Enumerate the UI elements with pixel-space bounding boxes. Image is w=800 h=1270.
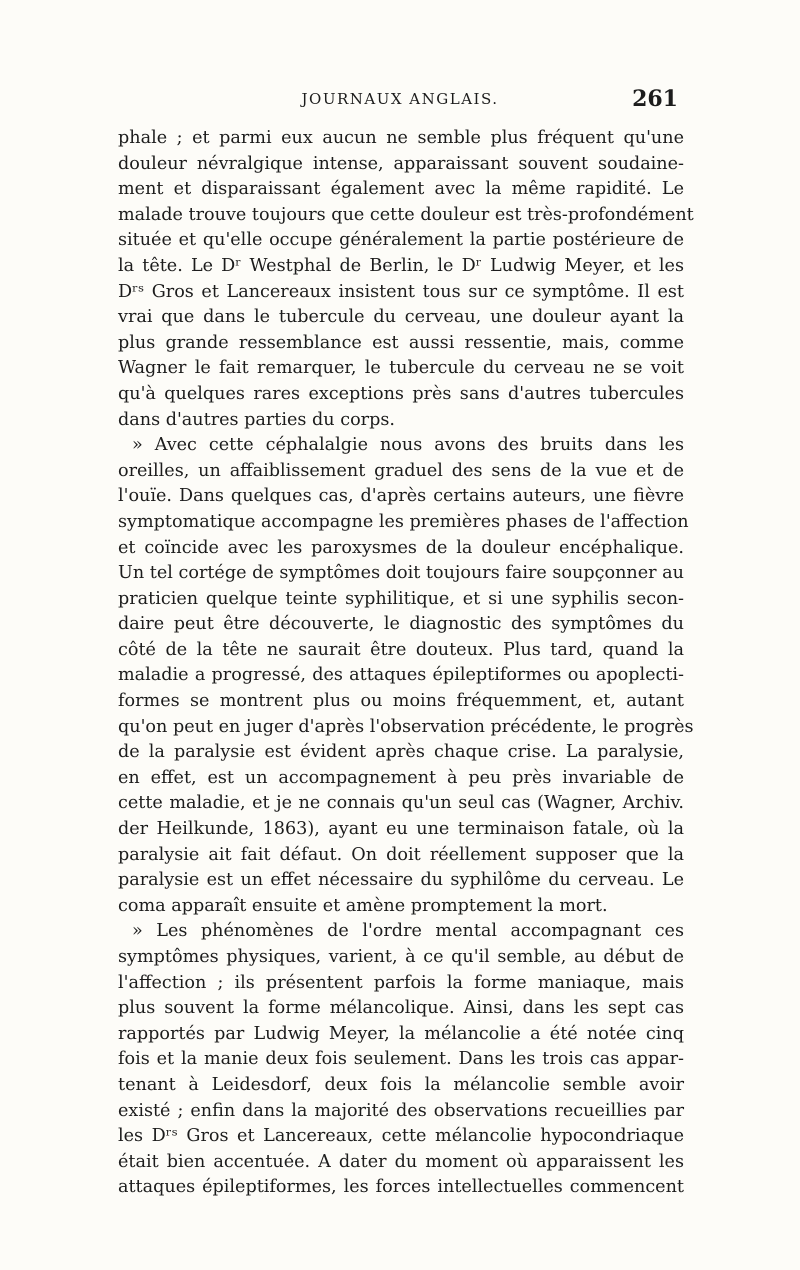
text-line: côté de la tête ne saurait être douteux. Plus tard, quand la <box>118 639 684 660</box>
text-line: der Heilkunde, 1863), ayant eu une terminaison fatale, où la <box>118 819 684 840</box>
text-line: ment et disparaissant également avec la même rapidité. Le <box>118 179 684 200</box>
text-line: maladie a progressé, des attaques épileptiformes ou apoplecti- <box>118 665 684 686</box>
text-line: existé ; enfin dans la majorité des observations recueillies par <box>118 1100 684 1121</box>
text-line: et coïncide avec les paroxysmes de la douleur encéphalique. <box>118 537 684 558</box>
text-line: était bien accentuée. A dater du moment où apparaissent les <box>118 1151 684 1172</box>
text-line: Un tel cortége de symptômes doit toujours faire soupçonner au <box>118 563 684 584</box>
text-line: l'affection ; ils présentent parfois la forme maniaque, mais <box>118 972 684 993</box>
text-line: l'ouïe. Dans quelques cas, d'après certains auteurs, une fièvre <box>118 486 684 507</box>
text-line: oreilles, un affaiblissement graduel des sens de la vue et de <box>118 460 684 481</box>
text-line: » Avec cette céphalalgie nous avons des bruits dans les <box>132 435 684 456</box>
text-line: plus grande ressemblance est aussi ressentie, mais, comme <box>118 332 684 353</box>
running-head: JOURNAUX ANGLAIS. <box>301 90 499 108</box>
text-line: praticien quelque teinte syphilitique, et si une syphilis secon- <box>118 588 684 609</box>
text-line: paralysie est un effet nécessaire du syphilôme du cerveau. Le <box>118 870 684 891</box>
text-line: dans d'autres parties du corps. <box>118 409 395 430</box>
text-line: symptomatique accompagne les premières phases de l'affection <box>118 511 689 532</box>
text-line: vrai que dans le tubercule du cerveau, une douleur ayant la <box>118 307 684 328</box>
text-line: qu'à quelques rares exceptions près sans d'autres tubercules <box>118 383 684 404</box>
text-line: daire peut être découverte, le diagnostic des symptômes du <box>118 614 684 635</box>
text-line: qu'on peut en juger d'après l'observation précédente, le progrès <box>118 716 694 737</box>
text-line: formes se montrent plus ou moins fréquemment, et, autant <box>118 691 684 712</box>
text-line: plus souvent la forme mélancolique. Ainsi, dans les sept cas <box>118 998 684 1019</box>
text-line: rapportés par Ludwig Meyer, la mélancolie a été notée cinq <box>118 1023 684 1044</box>
text-line: paralysie ait fait défaut. On doit réellement supposer que la <box>118 844 684 865</box>
text-line: tenant à Leidesdorf, deux fois la mélancolie semble avoir <box>118 1074 684 1095</box>
page-header <box>120 86 680 122</box>
text-line: phale ; et parmi eux aucun ne semble plus fréquent qu'une <box>118 128 684 148</box>
body-text <box>118 126 694 1201</box>
text-line: cette maladie, et je ne connais qu'un seul cas (Wagner, Archiv. <box>118 793 684 814</box>
text-line: située et qu'elle occupe généralement la partie postérieure de <box>118 230 684 251</box>
text-line: » Les phénomènes de l'ordre mental accompagnant ces <box>132 921 684 942</box>
text-line: la tête. Le Dʳ Westphal de Berlin, le Dʳ Ludwig Meyer, et les <box>118 255 684 276</box>
text-line: les Dʳˢ Gros et Lancereaux, cette mélancolie hypocondriaque <box>118 1126 684 1147</box>
text-line: en effet, est un accompagnement à peu près invariable de <box>118 767 684 788</box>
text-line: douleur névralgique intense, apparaissant souvent soudaine- <box>118 153 684 174</box>
page-number: 261 <box>632 86 678 112</box>
text-line: Dʳˢ Gros et Lancereaux insistent tous sur ce symptôme. Il est <box>118 281 684 302</box>
text-line: malade trouve toujours que cette douleur est très-profondément <box>118 204 694 225</box>
text-line: coma apparaît ensuite et amène promptement la mort. <box>118 895 608 916</box>
text-line: de la paralysie est évident après chaque crise. La paralysie, <box>118 742 684 763</box>
text-line: attaques épileptiformes, les forces intellectuelles commencent <box>118 1177 684 1198</box>
text-line: symptômes physiques, varient, à ce qu'il semble, au début de <box>118 947 684 967</box>
text-line: fois et la manie deux fois seulement. Dans les trois cas appar- <box>118 1049 684 1070</box>
text-line: Wagner le fait remarquer, le tubercule du cerveau ne se voit <box>118 358 684 379</box>
